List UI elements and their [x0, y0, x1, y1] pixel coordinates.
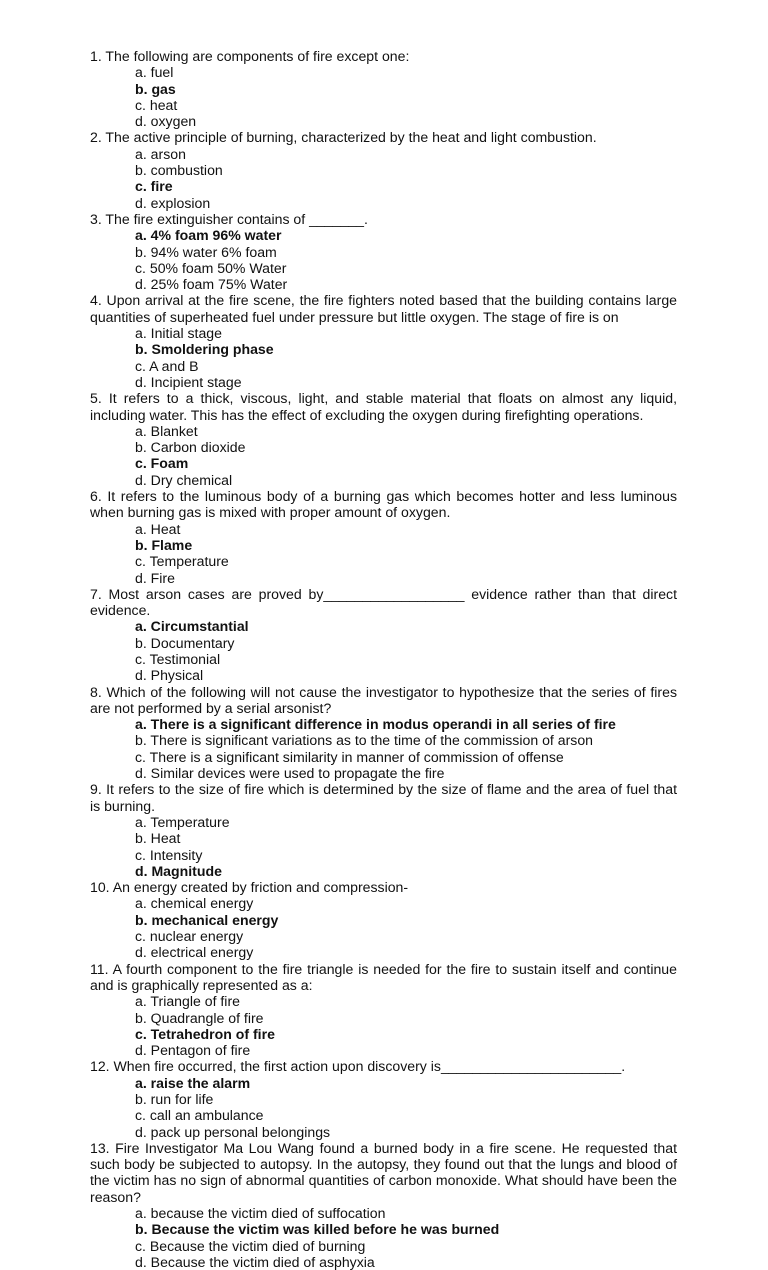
answer-option: d. Dry chemical [135, 471, 233, 488]
answer-option-correct: a. Circumstantial [135, 618, 249, 635]
answer-option: c. Temperature [135, 553, 229, 570]
answer-option: d. Fire [135, 569, 175, 586]
answer-option-correct: c. Foam [135, 455, 189, 472]
question-stem: 9. It refers to the size of fire which is determined by the size of flame and the area of fuel that is burning. [90, 781, 677, 814]
question-stem: 4. Upon arrival at the fire scene, the fire fighters noted based that the building contains large quantities of superheated fuel under pressure but little oxygen. The stage of fire is on [90, 292, 677, 325]
answer-option: b. 94% water 6% foam [135, 243, 277, 260]
answer-option: a. fuel [135, 64, 174, 81]
answer-options [90, 64, 677, 129]
question-stem: 13. Fire Investigator Ma Lou Wang found a burned body in a fire scene. He requested that such body be subjected to autopsy. In the autopsy, they found out that the lungs and blood of the victim has no sign of abnormal quantities of carbon monoxide. What should have been the reason? [90, 1139, 677, 1205]
question-stem: 11. A fourth component to the fire triangle is needed for the fire to sustain itself and continue and is graphically represented as a: [90, 960, 677, 993]
question-7 [90, 586, 677, 684]
answer-option: d. Because the victim died of asphyxia [135, 1253, 375, 1270]
question-stem: 12. When fire occurred, the first action upon discovery is_______________________. [90, 1058, 626, 1075]
question-1 [90, 48, 677, 129]
answer-options [90, 716, 677, 781]
question-stem: 3. The fire extinguisher contains of _______. [90, 210, 368, 227]
answer-option: c. heat [135, 96, 178, 113]
answer-option-correct: a. raise the alarm [135, 1074, 251, 1091]
question-list [90, 48, 677, 1270]
answer-options [90, 325, 677, 390]
question-stem: 2. The active principle of burning, characterized by the heat and light combustion. [90, 129, 597, 146]
answer-option: d. Physical [135, 667, 204, 684]
answer-option: a. Heat [135, 520, 181, 537]
answer-option-correct: c. fire [135, 178, 173, 195]
answer-options [90, 993, 677, 1058]
answer-option-correct: c. Tetrahedron of fire [135, 1025, 275, 1042]
answer-option: c. A and B [135, 357, 199, 374]
question-stem: 1. The following are components of fire except one: [90, 48, 410, 64]
question-5 [90, 390, 677, 488]
answer-option-correct: b. Flame [135, 536, 193, 553]
answer-option: c. Because the victim died of burning [135, 1237, 366, 1254]
question-11 [90, 961, 677, 1059]
answer-option: c. Intensity [135, 846, 203, 863]
question-12 [90, 1058, 677, 1139]
answer-options [90, 423, 677, 488]
answer-options [90, 895, 677, 960]
answer-option: a. Temperature [135, 813, 230, 830]
answer-option: d. oxygen [135, 113, 197, 130]
question-3 [90, 211, 677, 292]
question-stem: 5. It refers to a thick, viscous, light, and stable material that floats on almost any liquid, including water. This has the effect of excluding the oxygen during firefighting operations. [90, 390, 677, 423]
answer-option: a. because the victim died of suffocation [135, 1205, 386, 1222]
question-stem: 8. Which of the following will not cause the investigator to hypothesize that the series of fires are not performed by a serial arsonist? [90, 683, 677, 716]
answer-option: b. Documentary [135, 634, 235, 651]
answer-option: b. combustion [135, 162, 223, 179]
answer-option: c. call an ambulance [135, 1107, 264, 1124]
question-10 [90, 879, 677, 960]
answer-option: a. arson [135, 145, 186, 162]
question-8 [90, 684, 677, 782]
answer-option: c. nuclear energy [135, 928, 244, 945]
answer-option: a. Initial stage [135, 325, 222, 342]
answer-option: d. Pentagon of fire [135, 1042, 251, 1059]
answer-option-correct: a. There is a significant difference in modus operandi in all series of fire [135, 716, 616, 733]
answer-option-correct: b. mechanical energy [135, 911, 279, 928]
question-13 [90, 1140, 677, 1270]
question-6 [90, 488, 677, 586]
answer-option: d. 25% foam 75% Water [135, 276, 288, 293]
answer-option: d. electrical energy [135, 944, 254, 961]
question-2 [90, 129, 677, 210]
answer-option: d. pack up personal belongings [135, 1123, 331, 1140]
answer-option: c. Testimonial [135, 650, 221, 667]
answer-options [90, 1205, 677, 1270]
answer-options [90, 814, 677, 879]
answer-options [90, 1075, 677, 1140]
answer-option-correct: a. 4% foam 96% water [135, 227, 282, 244]
answer-option: c. There is a significant similarity in manner of commission of offense [135, 748, 564, 765]
answer-option-correct: b. Because the victim was killed before he was burned [135, 1221, 500, 1238]
answer-option-correct: b. Smoldering phase [135, 341, 274, 358]
answer-option: b. run for life [135, 1091, 214, 1107]
answer-option: a. Triangle of fire [135, 993, 240, 1010]
answer-option: b. There is significant variations as to the time of the commission of arson [135, 732, 593, 749]
question-9 [90, 781, 677, 879]
question-stem: 6. It refers to the luminous body of a burning gas which becomes hotter and less luminous when burning gas is mixed with proper amount of oxygen. [90, 488, 677, 521]
answer-option-correct: d. Magnitude [135, 862, 222, 879]
answer-options [90, 227, 677, 292]
question-4 [90, 292, 677, 390]
answer-options [90, 521, 677, 586]
answer-option: c. 50% foam 50% Water [135, 259, 287, 276]
answer-option: d. Similar devices were used to propagate the fire [135, 765, 445, 782]
answer-option: a. chemical energy [135, 895, 254, 912]
answer-option: b. Heat [135, 830, 181, 847]
answer-options [90, 618, 677, 683]
question-stem: 7. Most arson cases are proved by__________________ evidence rather than that direct evidence. [90, 585, 677, 619]
answer-options [90, 146, 677, 211]
answer-option: a. Blanket [135, 422, 198, 439]
question-stem: 10. An energy created by friction and compression- [90, 879, 409, 896]
answer-option: b. Carbon dioxide [135, 439, 246, 456]
answer-option: b. Quadrangle of fire [135, 1009, 264, 1026]
answer-option: d. explosion [135, 194, 211, 211]
answer-option: d. Incipient stage [135, 373, 242, 390]
answer-option-correct: b. gas [135, 80, 176, 97]
